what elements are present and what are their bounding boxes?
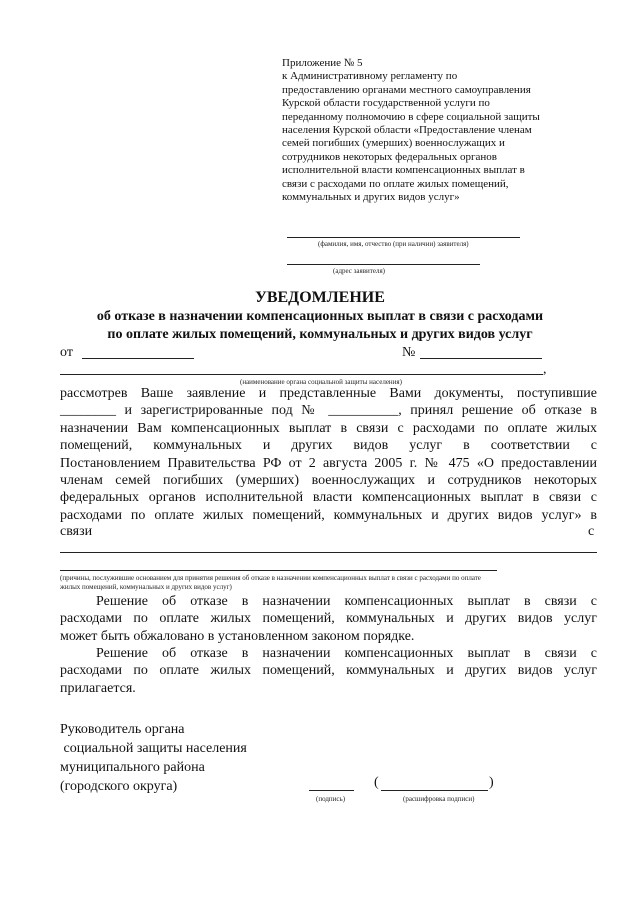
appendix-line: связи с расходами по оплате жилых помещений, <box>282 177 509 190</box>
applicant-address-line[interactable] <box>287 264 480 265</box>
from-date-line[interactable] <box>82 358 194 359</box>
signature-sign-line[interactable] <box>309 790 354 791</box>
signature-line: муниципального района <box>60 760 205 775</box>
appeal-paragraph <box>60 593 597 645</box>
paragraph-line: прилагается. <box>60 680 136 696</box>
notice-title: УВЕДОМЛЕНИЕ <box>255 289 385 306</box>
applicant-name-line[interactable] <box>287 237 520 238</box>
notice-subtitle-line-1: об отказе в назначении компенсационных выплат в связи с расходами <box>96 309 544 324</box>
paragraph-last-right: с <box>588 524 595 539</box>
appendix-line: Курской области государственной услуги по <box>282 97 490 110</box>
paragraph-line: Решение об отказе в назначении компенсационных выплат в связи с <box>96 646 597 661</box>
paragraph-line: помещений, коммунальных и других видов услуг в соответствии с <box>60 438 597 454</box>
from-label: от <box>60 345 73 360</box>
reasons-caption-line-1: (причины, послужившие основанием для принятия решения об отказе в назначении компенсационных выплат в связи с расходами по оплате <box>60 574 481 582</box>
number-label: № <box>402 345 416 360</box>
paragraph-line: членам семей погибших (умерших) военнослужащих и сотрудников некоторых <box>60 473 597 489</box>
signature-line: Руководитель органа <box>60 722 185 737</box>
notice-subtitle-line-2: по оплате жилых помещений, коммунальных и других видов услуг <box>107 327 533 342</box>
reasons-line-1[interactable] <box>60 552 597 553</box>
signature-block <box>60 720 247 796</box>
paragraph-line: Постановлением Правительства РФ от 2 августа 2005 г. № 475 «О предоставлении <box>60 455 597 471</box>
paragraph-line: расходами по оплате жилых помещений, коммунальных и других видов услуг» в <box>60 507 597 523</box>
signature-line: социальной защиты населения <box>60 741 247 756</box>
paragraph-line: федеральных органов исполнительной власти компенсационных выплат в связи с <box>60 490 597 506</box>
appendix-line: семей погибших (умерших) военнослужащих и <box>282 137 505 150</box>
appendix-block <box>282 57 582 204</box>
signature-decode-line[interactable] <box>381 790 488 791</box>
signature-sign-caption: (подпись) <box>316 795 346 803</box>
appendix-line: исполнительной власти компенсационных выплат в <box>282 164 525 177</box>
appendix-line: сотрудников некоторых федеральных органов <box>282 150 497 163</box>
paragraph-line: расходами по оплате жилых помещений, коммунальных и других видов услуг <box>60 663 597 679</box>
notice-number-line[interactable] <box>420 358 542 359</box>
attached-paragraph <box>60 645 597 697</box>
decision-paragraph <box>60 385 597 524</box>
authority-comma: , <box>543 362 547 377</box>
applicant-address-caption: (адрес заявителя) <box>333 267 385 275</box>
authority-caption: (наименование органа социальной защиты населения) <box>240 378 402 386</box>
appendix-line: предоставлению органами местного самоуправления <box>282 83 531 96</box>
paragraph-line: назначении Вам компенсационных выплат в связи с расходами по оплате жилых <box>60 420 597 436</box>
paragraph-line: ________ и зарегистрированные под № __________, принял решение об отказе в <box>60 403 597 419</box>
signature-decode-caption: (расшифровка подписи) <box>403 795 475 803</box>
appendix-line: населения Курской области «Предоставление членам <box>282 124 532 137</box>
signature-line: (городского округа) <box>60 779 178 794</box>
authority-line[interactable] <box>60 374 543 375</box>
paragraph-line: расходами по оплате жилых помещений, коммунальных и других видов услуг <box>60 611 597 627</box>
paragraph-line: рассмотрев Ваше заявление и представленные Вами документы, поступившие <box>60 386 597 401</box>
paragraph-last-left: связи <box>60 524 93 539</box>
reasons-caption-line-2: жилых помещений, коммунальных и других видов услуг) <box>60 583 232 591</box>
decode-close-paren: ) <box>489 775 494 790</box>
decode-open-paren: ( <box>374 775 379 790</box>
reasons-line-2[interactable] <box>60 570 497 571</box>
appendix-line: коммунальных и других видов услуг» <box>282 191 460 204</box>
applicant-name-caption: (фамилия, имя, отчество (при наличии) заявителя) <box>318 240 469 248</box>
paragraph-line: может быть обжаловано в установленном законом порядке. <box>60 628 415 644</box>
paragraph-line: Решение об отказе в назначении компенсационных выплат в связи с <box>96 594 597 609</box>
appendix-line: к Административному регламенту по <box>282 70 458 83</box>
appendix-line: переданному полномочию в сфере социальной защиты <box>282 110 540 123</box>
appendix-line: Приложение № 5 <box>282 57 363 69</box>
